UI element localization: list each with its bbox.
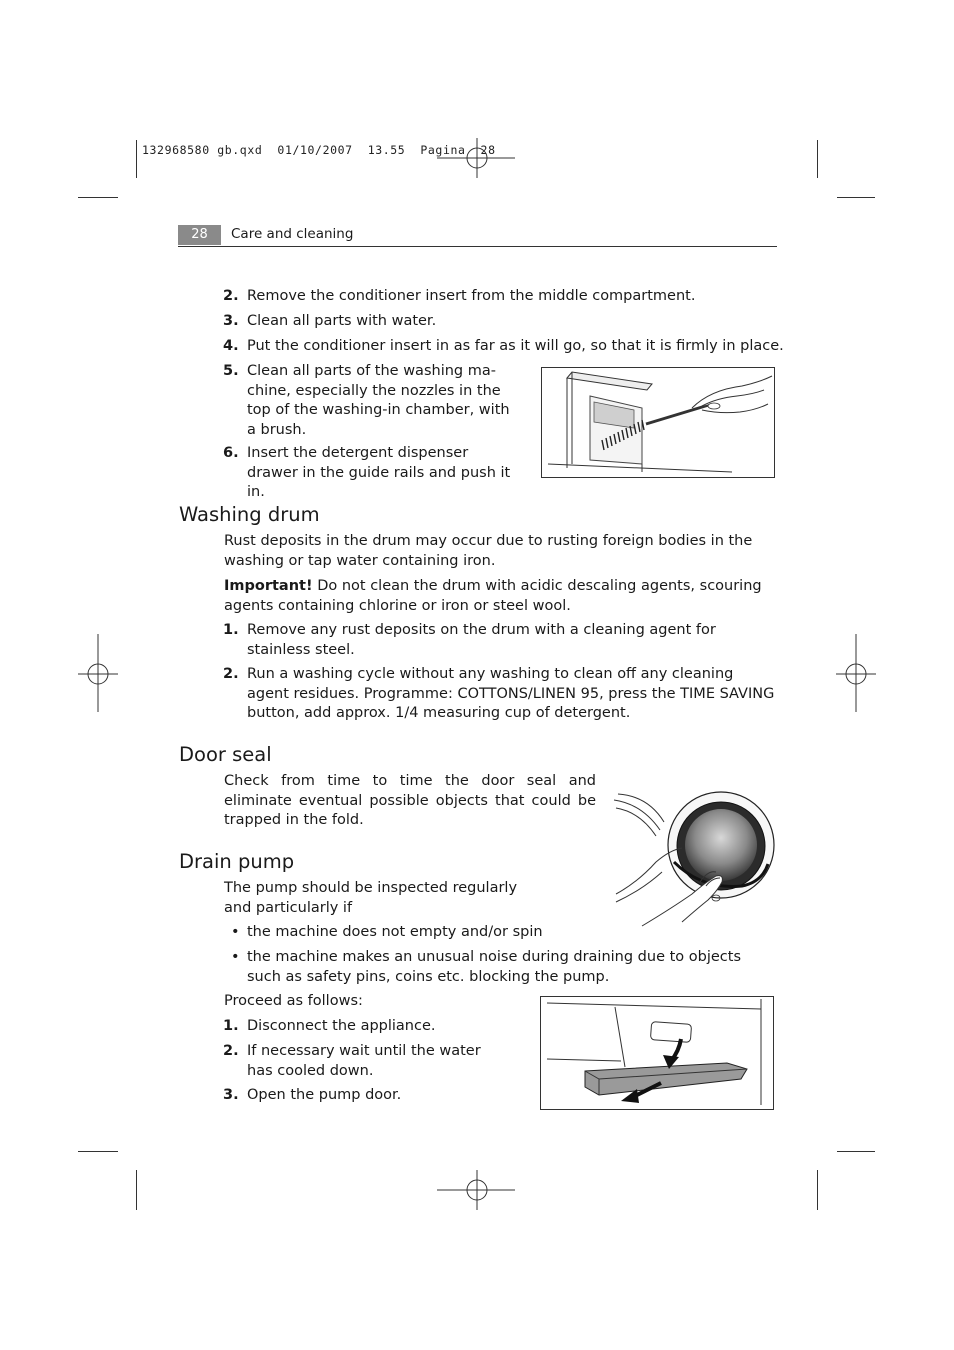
step-text: Open the pump door. (247, 1087, 402, 1103)
door-seal-illustration (612, 790, 776, 928)
registration-mark-right (836, 634, 876, 714)
step-number: 1. (223, 1018, 239, 1034)
proceed-text: Proceed as follows: (224, 993, 363, 1009)
registration-mark-left (78, 634, 118, 714)
door-seal-text: Check from time to time the door seal and eliminate eventual possible objects that could be trapped in the fold. (224, 773, 596, 828)
step-text: Put the conditioner insert in as far as it will go, so that it is firmly in place. (247, 338, 784, 354)
step-number: 5. (223, 363, 239, 379)
step-text: Clean all parts of the washing ma-chine, especially the nozzles in the top of the washing-in chamber, with a brush. (247, 363, 510, 438)
step-number: 3. (223, 1087, 239, 1103)
brush-cleaning-illustration (541, 367, 775, 478)
pump-door-illustration (540, 996, 774, 1110)
bullet-icon: • (231, 924, 240, 940)
important-note (224, 577, 779, 616)
step-text: Clean all parts with water. (247, 313, 437, 329)
registration-mark-top (437, 136, 517, 180)
section-heading-washing-drum: Washing drum (179, 503, 320, 526)
important-text: Do not clean the drum with acidic descaling agents, scouring agents containing chlorine or iron or steel wool. (224, 578, 762, 614)
step-number: 4. (223, 338, 239, 354)
step-text: Remove any rust deposits on the drum with a cleaning agent for stainless steel. (247, 622, 716, 658)
step-number: 2. (223, 1043, 239, 1059)
print-info: 132968580 gb.qxd 01/10/2007 13.55 Pagina 28 (142, 143, 496, 157)
page-number: 28 (178, 225, 221, 245)
step-number: 3. (223, 313, 239, 329)
step-text: Insert the detergent dispenser drawer in the guide rails and push it in. (247, 445, 511, 500)
section-heading-drain-pump: Drain pump (179, 850, 295, 873)
drain-pump-intro: The pump should be inspected regularly and particularly if (224, 880, 518, 916)
step-text: Remove the conditioner insert from the middle compartment. (247, 288, 696, 304)
registration-mark-bottom (437, 1168, 517, 1212)
section-heading-door-seal: Door seal (179, 743, 272, 766)
step-number: 1. (223, 622, 239, 638)
bullet-text: the machine makes an unusual noise during draining due to objects such as safety pins, coins etc. blocking the pump. (247, 949, 742, 985)
important-label: Important! (224, 578, 313, 594)
step-text: Run a washing cycle without any washing to clean off any cleaning agent residues. Programme: COTTONS/LINEN 95, press the TIME SAVING button, add approx. 1/4 measuring cup of detergent. (247, 666, 775, 721)
washing-drum-intro: Rust deposits in the drum may occur due to rusting foreign bodies in the washing or tap water containing iron. (224, 533, 753, 569)
step-number: 2. (223, 288, 239, 304)
step-number: 2. (223, 666, 239, 682)
step-text: Disconnect the appliance. (247, 1018, 436, 1034)
page-header-title: Care and cleaning (231, 226, 354, 242)
bullet-icon: • (231, 949, 240, 965)
step-number: 6. (223, 445, 239, 461)
header-rule (178, 246, 777, 247)
step-text: If necessary wait until the water has cooled down. (247, 1043, 481, 1079)
bullet-text: the machine does not empty and/or spin (247, 924, 543, 940)
